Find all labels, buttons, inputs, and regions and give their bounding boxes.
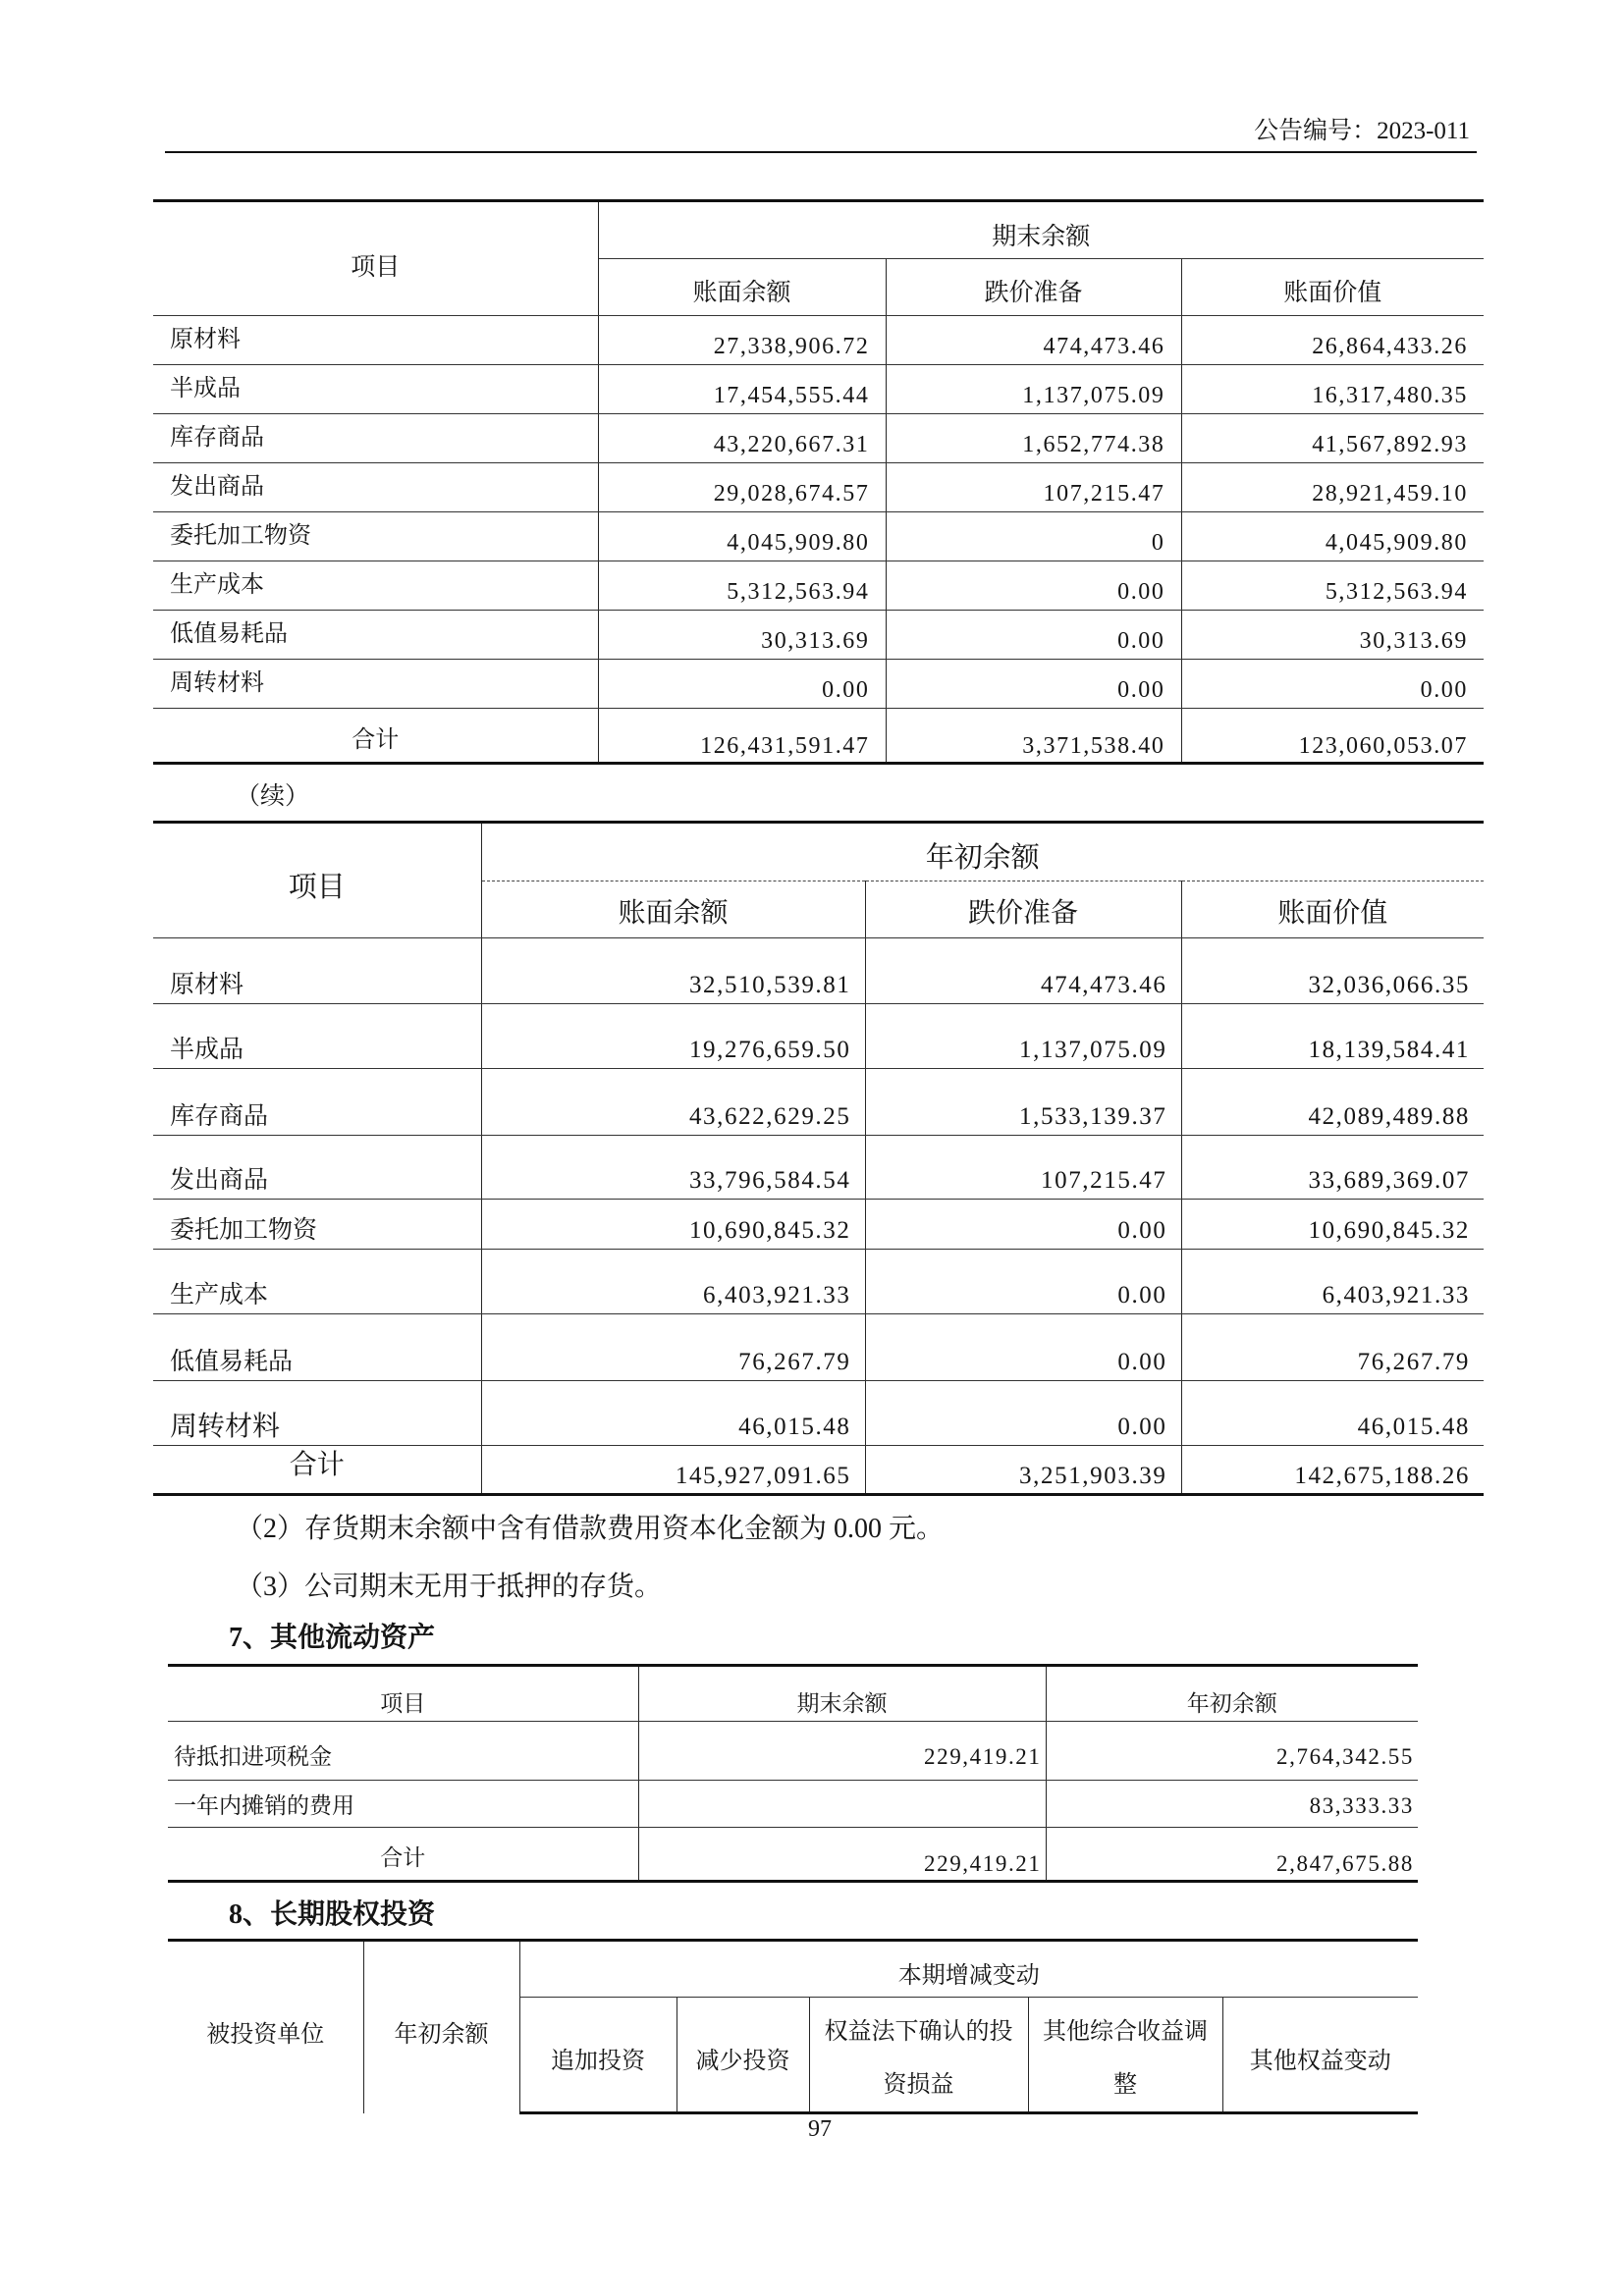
row-item: 周转材料 (153, 660, 598, 709)
end-balance-cell (638, 1781, 1046, 1828)
total-end-balance: 229,419.21 (638, 1828, 1046, 1882)
provision-cell: 1,137,075.09 (865, 1004, 1181, 1069)
section-title-other-current-assets: 7、其他流动资产 (229, 1623, 436, 1653)
carrying-value-cell: 46,015.48 (1181, 1381, 1484, 1446)
total-row (153, 1446, 1484, 1495)
column-header-provision: 跌价准备 (886, 259, 1181, 316)
row-item: 原材料 (153, 316, 598, 365)
table-row (153, 1136, 1484, 1200)
column-header-reduced-investment: 减少投资 (677, 1998, 809, 2113)
provision-cell: 1,652,774.38 (886, 414, 1181, 463)
total-row (153, 709, 1484, 764)
column-header-provision: 跌价准备 (865, 881, 1181, 938)
provision-cell: 0.00 (865, 1381, 1181, 1446)
carrying-value-cell: 16,317,480.35 (1181, 365, 1484, 414)
carrying-value-cell: 4,045,909.80 (1181, 512, 1484, 561)
page-number: 97 (808, 2116, 832, 2142)
inventory-end-table (153, 199, 1484, 765)
table-row (153, 561, 1484, 611)
oci-adjustment-label: 其他综合收益调整 (1043, 2019, 1208, 2098)
header-row (153, 823, 1484, 881)
end-balance-cell: 229,419.21 (638, 1722, 1046, 1781)
row-item: 库存商品 (153, 1069, 481, 1136)
carrying-value-cell: 0.00 (1181, 660, 1484, 709)
book-balance-cell: 10,690,845.32 (481, 1200, 865, 1250)
row-item: 发出商品 (153, 1136, 481, 1200)
row-item: 委托加工物资 (153, 1200, 481, 1250)
total-label: 合计 (153, 1446, 481, 1495)
provision-cell: 0.00 (886, 611, 1181, 660)
column-header-oci-adjustment (1028, 1998, 1222, 2113)
table-row (153, 512, 1484, 561)
group-header-end-balance: 期末余额 (598, 201, 1484, 259)
row-item: 原材料 (153, 938, 481, 1004)
carrying-value-cell: 6,403,921.33 (1181, 1250, 1484, 1314)
total-label: 合计 (168, 1828, 638, 1882)
continued-label: （续） (236, 783, 310, 810)
inventory-begin-table (153, 821, 1484, 1496)
book-balance-cell: 30,313.69 (598, 611, 886, 660)
column-header-carrying-value: 账面价值 (1181, 259, 1484, 316)
header-rule (165, 151, 1477, 153)
carrying-value-cell: 26,864,433.26 (1181, 316, 1484, 365)
column-header-beginning-balance: 年初余额 (1046, 1666, 1418, 1722)
total-book-balance: 145,927,091.65 (481, 1446, 865, 1495)
table-row (168, 1781, 1418, 1828)
column-header-additional-investment: 追加投资 (519, 1998, 677, 2113)
row-item: 库存商品 (153, 414, 598, 463)
provision-cell: 1,533,139.37 (865, 1069, 1181, 1136)
table-row (153, 365, 1484, 414)
provision-cell: 0.00 (886, 660, 1181, 709)
book-balance-cell: 43,622,629.25 (481, 1069, 865, 1136)
table-row (153, 611, 1484, 660)
carrying-value-cell: 42,089,489.88 (1181, 1069, 1484, 1136)
header-row (153, 201, 1484, 259)
column-header-investee: 被投资单位 (168, 1941, 363, 2113)
total-carrying-value: 123,060,053.07 (1181, 709, 1484, 764)
column-header-end-balance: 期末余额 (638, 1666, 1046, 1722)
row-item: 低值易耗品 (153, 611, 598, 660)
provision-cell: 0.00 (865, 1314, 1181, 1381)
row-item: 发出商品 (153, 463, 598, 512)
row-item: 一年内摊销的费用 (168, 1781, 638, 1828)
book-balance-cell: 6,403,921.33 (481, 1250, 865, 1314)
total-carrying-value: 142,675,188.26 (1181, 1446, 1484, 1495)
group-header-beginning-balance: 年初余额 (481, 823, 1484, 881)
equity-method-gain-loss-label: 权益法下确认的投资损益 (824, 2019, 1013, 2098)
table-row (153, 414, 1484, 463)
total-provision: 3,251,903.39 (865, 1446, 1181, 1495)
book-balance-cell: 46,015.48 (481, 1381, 865, 1446)
carrying-value-cell: 32,036,066.35 (1181, 938, 1484, 1004)
table-row (153, 1381, 1484, 1446)
carrying-value-cell: 28,921,459.10 (1181, 463, 1484, 512)
note-pledge: （3）公司期末无用于抵押的存货。 (236, 1572, 663, 1602)
book-balance-cell: 33,796,584.54 (481, 1136, 865, 1200)
row-item: 委托加工物资 (153, 512, 598, 561)
table-row (153, 1069, 1484, 1136)
carrying-value-cell: 76,267.79 (1181, 1314, 1484, 1381)
book-balance-cell: 27,338,906.72 (598, 316, 886, 365)
book-balance-cell: 29,028,674.57 (598, 463, 886, 512)
carrying-value-cell: 10,690,845.32 (1181, 1200, 1484, 1250)
total-row (168, 1828, 1418, 1882)
beginning-balance-cell: 2,764,342.55 (1046, 1722, 1418, 1781)
carrying-value-cell: 41,567,892.93 (1181, 414, 1484, 463)
carrying-value-cell: 18,139,584.41 (1181, 1004, 1484, 1069)
provision-cell: 474,473.46 (865, 938, 1181, 1004)
section-title-long-term-equity-investment: 8、长期股权投资 (229, 1899, 436, 1930)
header-row (168, 1941, 1418, 1998)
row-item: 半成品 (153, 365, 598, 414)
note-borrowing-cost: （2）存货期末余额中含有借款费用资本化金额为 0.00 元。 (236, 1514, 945, 1544)
column-header-book-balance: 账面余额 (481, 881, 865, 938)
book-balance-cell: 5,312,563.94 (598, 561, 886, 611)
column-header-equity-method-gain-loss (809, 1998, 1028, 2113)
total-provision: 3,371,538.40 (886, 709, 1181, 764)
book-balance-cell: 32,510,539.81 (481, 938, 865, 1004)
provision-cell: 0.00 (886, 561, 1181, 611)
table-row (153, 1200, 1484, 1250)
table-row (153, 463, 1484, 512)
carrying-value-cell: 33,689,369.07 (1181, 1136, 1484, 1200)
provision-cell: 0.00 (865, 1250, 1181, 1314)
column-header-other-equity-changes: 其他权益变动 (1222, 1998, 1418, 2113)
provision-cell: 107,215.47 (865, 1136, 1181, 1200)
row-item: 周转材料 (153, 1381, 481, 1446)
provision-cell: 0.00 (865, 1200, 1181, 1250)
header-row (168, 1666, 1418, 1722)
provision-cell: 0 (886, 512, 1181, 561)
total-beginning-balance: 2,847,675.88 (1046, 1828, 1418, 1882)
book-balance-cell: 19,276,659.50 (481, 1004, 865, 1069)
long-term-equity-investment-table (168, 1939, 1418, 2114)
table-row (153, 938, 1484, 1004)
row-item: 低值易耗品 (153, 1314, 481, 1381)
row-item: 待抵扣进项税金 (168, 1722, 638, 1781)
carrying-value-cell: 5,312,563.94 (1181, 561, 1484, 611)
provision-cell: 1,137,075.09 (886, 365, 1181, 414)
book-balance-cell: 17,454,555.44 (598, 365, 886, 414)
row-item: 生产成本 (153, 561, 598, 611)
column-header-beginning-balance: 年初余额 (363, 1941, 519, 2113)
table-row (153, 660, 1484, 709)
book-balance-cell: 76,267.79 (481, 1314, 865, 1381)
table-row (153, 316, 1484, 365)
column-header-item: 项目 (168, 1666, 638, 1722)
other-current-assets-table (168, 1664, 1418, 1883)
column-header-carrying-value: 账面价值 (1181, 881, 1484, 938)
column-header-item: 项目 (153, 201, 598, 316)
table-row (168, 1722, 1418, 1781)
book-balance-cell: 0.00 (598, 660, 886, 709)
column-header-book-balance: 账面余额 (598, 259, 886, 316)
total-label: 合计 (153, 709, 598, 764)
book-balance-cell: 4,045,909.80 (598, 512, 886, 561)
row-item: 生产成本 (153, 1250, 481, 1314)
table-row (153, 1250, 1484, 1314)
provision-cell: 474,473.46 (886, 316, 1181, 365)
row-item: 半成品 (153, 1004, 481, 1069)
announcement-number: 公告编号：2023-011 (1254, 118, 1470, 144)
provision-cell: 107,215.47 (886, 463, 1181, 512)
total-book-balance: 126,431,591.47 (598, 709, 886, 764)
column-header-item: 项目 (153, 823, 481, 938)
table-row (153, 1314, 1484, 1381)
book-balance-cell: 43,220,667.31 (598, 414, 886, 463)
table-row (153, 1004, 1484, 1069)
group-header-period-changes: 本期增减变动 (519, 1941, 1418, 1998)
carrying-value-cell: 30,313.69 (1181, 611, 1484, 660)
beginning-balance-cell: 83,333.33 (1046, 1781, 1418, 1828)
